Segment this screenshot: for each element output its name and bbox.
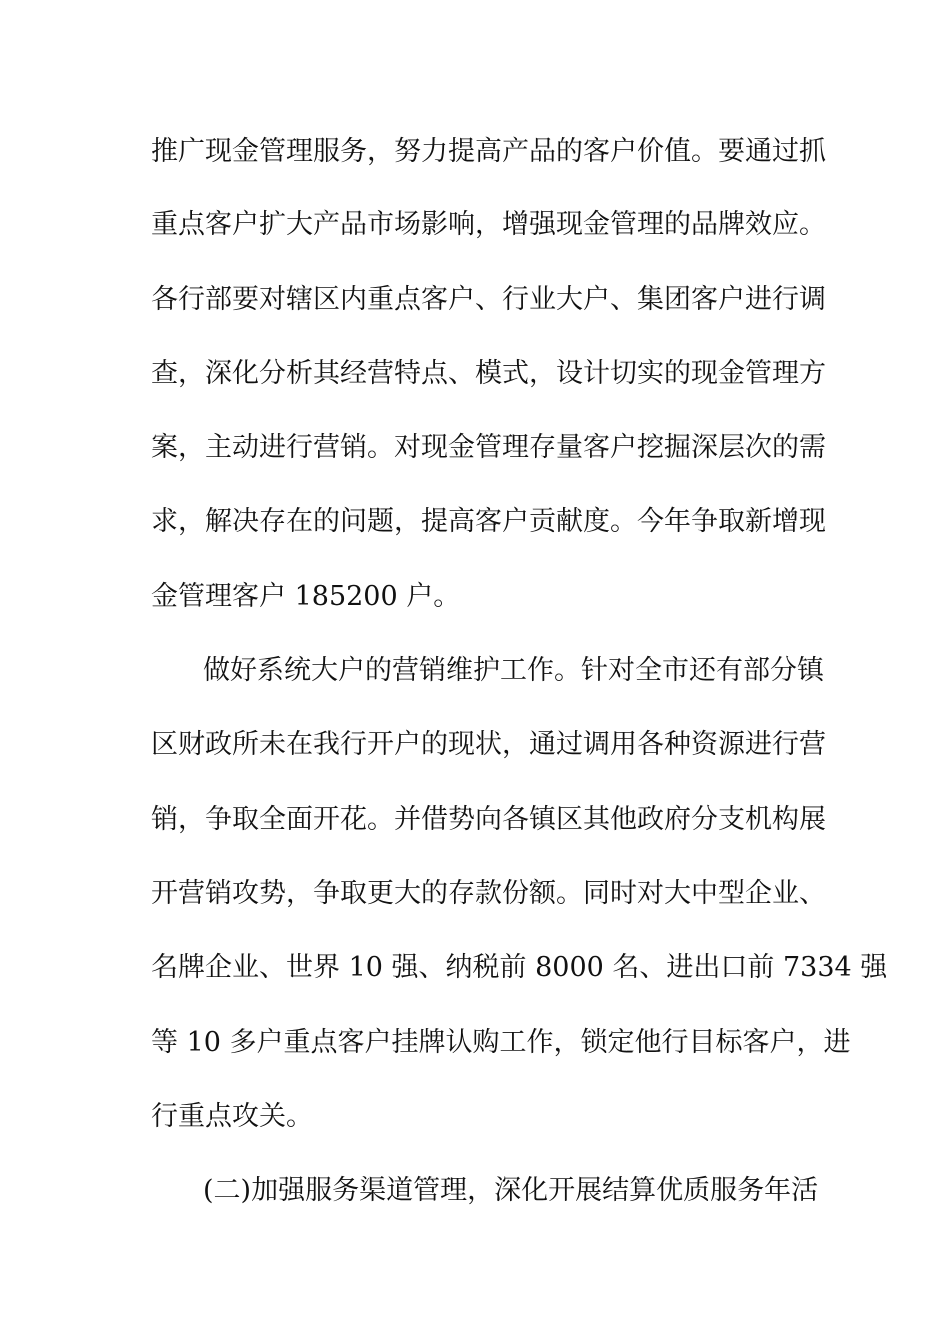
text-line: 求，解决存在的问题，提高客户贡献度。今年争取新增现 bbox=[151, 506, 826, 537]
text-line: 区财政所未在我行开户的现状，通过调用各种资源进行营 bbox=[151, 729, 826, 760]
text-line: 名牌企业、世界 10 强、纳税前 8000 名、进出口前 7334 强 bbox=[151, 952, 888, 983]
text-line: 案，主动进行营销。对现金管理存量客户挖掘深层次的需 bbox=[151, 432, 826, 463]
section-heading: (二)加强服务渠道管理，深化开展结算优质服务年活 bbox=[203, 1175, 819, 1206]
text-line: 各行部要对辖区内重点客户、行业大户、集团客户进行调 bbox=[151, 284, 826, 315]
text-line: 销，争取全面开花。并借势向各镇区其他政府分支机构展 bbox=[151, 804, 826, 835]
text-line: 推广现金管理服务，努力提高产品的客户价值。要通过抓 bbox=[151, 136, 826, 167]
text-line: 查，深化分析其经营特点、模式，设计切实的现金管理方 bbox=[151, 358, 826, 389]
text-line: 行重点攻关。 bbox=[151, 1101, 313, 1132]
text-line: 重点客户扩大产品市场影响，增强现金管理的品牌效应。 bbox=[151, 209, 826, 240]
text-line: 金管理客户 185200 户。 bbox=[151, 581, 461, 612]
paragraph-first-line: 做好系统大户的营销维护工作。针对全市还有部分镇 bbox=[203, 655, 824, 686]
text-line: 开营销攻势，争取更大的存款份额。同时对大中型企业、 bbox=[151, 878, 826, 909]
text-line: 等 10 多户重点客户挂牌认购工作，锁定他行目标客户，进 bbox=[151, 1027, 851, 1058]
